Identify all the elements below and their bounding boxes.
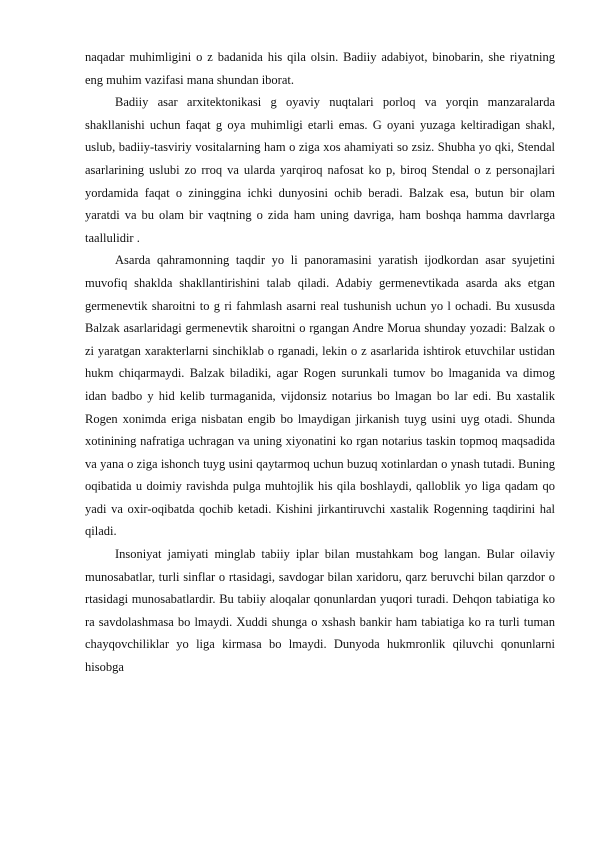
paragraph-hermeneutics: Asarda qahramonning taqdir yo li panoramasini yaratish ijodkordan asar syujetini muvofiq shaklda shakllantirishini talab qiladi. Adabiy germenevtikada asarda aks etgan germenevtik sharoitni to g ri fahmlash asarni real tushunish uchun yo l ochadi. Bu xususda Balzak asarlaridagi germenevtik sharoitni o rgangan Andre Morua shunday yozadi: Balzak o zi yaratgan xarakterlarni sinchiklab o rganadi, lekin o z asarlarida ishtirok etuvchilar ustidan hukm chiqarmaydi. Balzak biladiki, agar Rogen surunkali tumov bo lmaganida va dimog idan badbo y hid kelib turmaganida, vijdonsiz notarius bo lmagan bo lar edi. Bu xastalik Rogen xonimda eriga nisbatan engib bo lmaydigan jirkanish tuyg usini uyg otadi. Shunda xotinining nafratiga uchragan va uning xiyonatini ko rgan notarius taskin topmoq maqsadida va yana o ziga ishonch tuyg usini qaytarmoq uchun buzuq xotinlardan o ynash tutadi. Buning oqibatida u doimiy ravishda pulga muhtojlik his qila boshlaydi, qalloblik yo liga qadam qo yadi va oxir-oqibatda qochib ketadi. Kishini jirkantiruvchi xastalik Rogenning taqdirini hal qiladi.	[85, 253, 555, 539]
paragraph-continuation: naqadar muhimligini o z badanida his qila olsin. Badiiy adabiyot, binobarin, she riyatning eng muhim vazifasi mana shundan iborat.	[85, 50, 555, 87]
body-text	[85, 46, 555, 679]
paragraph-architectonics: Badiiy asar arxitektonikasi g oyaviy nuqtalari porloq va yorqin manzaralarda shakllanishi uchun faqat g oya muhimligi etarli emas. G oyani yuzaga keltiradigan shakl, uslub, badiiy-tasviriy vositalarning ham o ziga xos ahamiyati so zsiz. Shubha yo qki, Stendal asarlarining uslubi zo rroq va ularda yarqiroq nafosat ko p, biroq Stendal o z personajlari yordamida faqat o zininggina ichki dunyosini ochib beradi. Balzak esa, butun bir olam yaratdi va bu olam bir vaqtning o zida ham uning davriga, ham boshqa hamma davrlarga taallulidir .	[85, 95, 555, 245]
paragraph-society: Insoniyat jamiyati minglab tabiiy iplar bilan mustahkam bog langan. Bular oilaviy munosabatlar, turli sinflar o rtasidagi, savdogar bilan xaridoru, qarz beruvchi bilan qarzdor o rtasidagi munosabatlardir. Bu tabiiy aloqalar qonunlardan yuqori turadi. Dehqon tabiatiga ko ra savdolashmasa bo lmaydi. Xuddi shunga o xshash bankir ham tabiatiga ko ra turli tuman chayqovchiliklar yo liga kirmasa bo lmaydi. Dunyoda hukmronlik qiluvchi qonunlarni hisobga	[85, 547, 555, 675]
